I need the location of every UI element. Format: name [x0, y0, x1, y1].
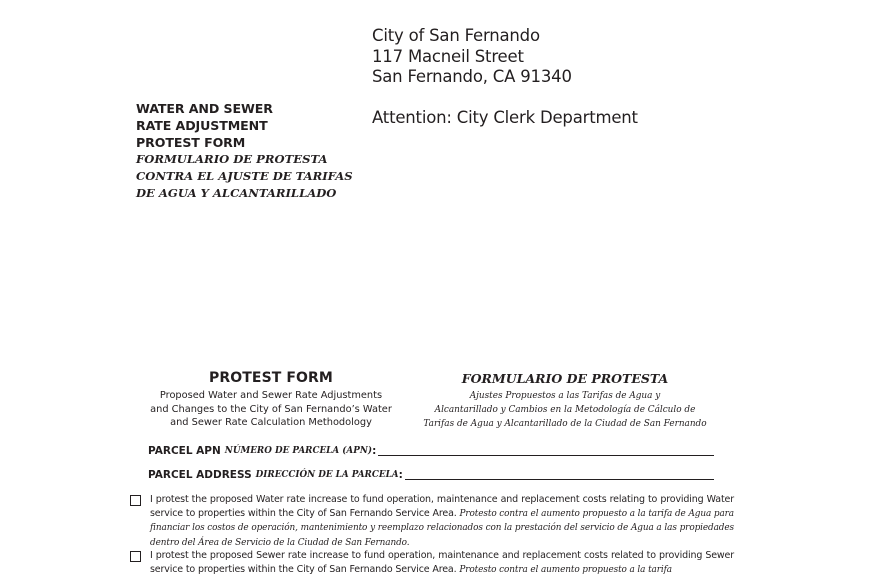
mailing-address: [372, 26, 638, 128]
title-en-line-1: WATER AND SEWER: [136, 101, 273, 116]
parcel-address-input-line[interactable]: [405, 468, 714, 480]
sewer-protest-item: [130, 549, 734, 577]
title-en-line-2: RATE ADJUSTMENT: [136, 118, 268, 133]
parcel-apn-label-es: NÚMERO DE PARCELA (APN): [224, 446, 373, 456]
water-protest-checkbox[interactable]: [130, 495, 141, 506]
protest-form-subtitle: Proposed Water and Sewer Rate Adjustments and Changes to the City of San Fernando’s Water and Sewer Rate Calculation Methodology: [150, 390, 392, 428]
title-es-line-3: DE AGUA Y ALCANTARILLADO: [136, 186, 337, 200]
sewer-protest-checkbox[interactable]: [130, 551, 141, 562]
title-es-line-1: FORMULARIO DE PROTESTA: [136, 152, 328, 166]
sewer-protest-text: [150, 549, 734, 577]
parcel-address-label-es: DIRECCIÓN DE LA PARCELA: [255, 470, 399, 480]
form-title-block: [136, 100, 376, 202]
protest-form-heading: PROTEST FORM: [209, 370, 333, 386]
water-protest-item: [130, 493, 734, 550]
parcel-apn-input-line[interactable]: [378, 444, 714, 456]
parcel-apn-field: [148, 444, 714, 458]
address-line-3: San Fernando, CA 91340: [372, 67, 572, 86]
protest-form-heading-es: FORMULARIO DE PROTESTA: [461, 371, 669, 386]
parcel-address-label: PARCEL ADDRESS: [148, 469, 252, 481]
parcel-apn-colon: :: [372, 445, 377, 457]
water-protest-text-es: Protesto contra el aumento propuesto a la tarifa de Agua para financiar los costos de operación, mantenimiento y reemplazo relacionados con la prestación del servicio de Agua a las propiedades dentro del Área de Servicio de la Ciudad de San Fernando.: [150, 508, 734, 548]
title-es-line-2: CONTRA EL AJUSTE DE TARIFAS: [136, 169, 353, 183]
address-line-2: 117 Macneil Street: [372, 46, 524, 66]
sewer-protest-text-en: I protest the proposed Sewer rate increase to fund operation, maintenance and replacement costs related to providing Sewer service to properties within the City of San Fernando Service Area.: [150, 550, 734, 575]
parcel-address-field: [148, 468, 714, 482]
title-en-line-3: PROTEST FORM: [136, 135, 246, 150]
sewer-protest-text-es: Protesto contra el aumento propuesto a la tarifa: [459, 564, 672, 575]
protest-form-header-es: [420, 370, 710, 431]
water-protest-text: [150, 493, 734, 550]
attention-line: Attention: City Clerk Department: [372, 107, 638, 127]
parcel-apn-label: PARCEL APN: [148, 445, 221, 457]
parcel-address-colon: :: [398, 469, 403, 481]
protest-form-subtitle-es: Ajustes Propuestos a las Tarifas de Agua y Alcantarillado y Cambios en la Metodología de Cálculo de Tarifas de Agua y Alcantarillado de la Ciudad de San Fernando: [423, 391, 707, 429]
protest-form-header-en: [136, 369, 406, 430]
water-protest-text-en: I protest the proposed Water rate increase to fund operation, maintenance and replacement costs relating to providing Water service to properties within the City of San Fernando Service Area.: [150, 494, 734, 519]
address-line-1: City of San Fernando: [372, 26, 540, 45]
